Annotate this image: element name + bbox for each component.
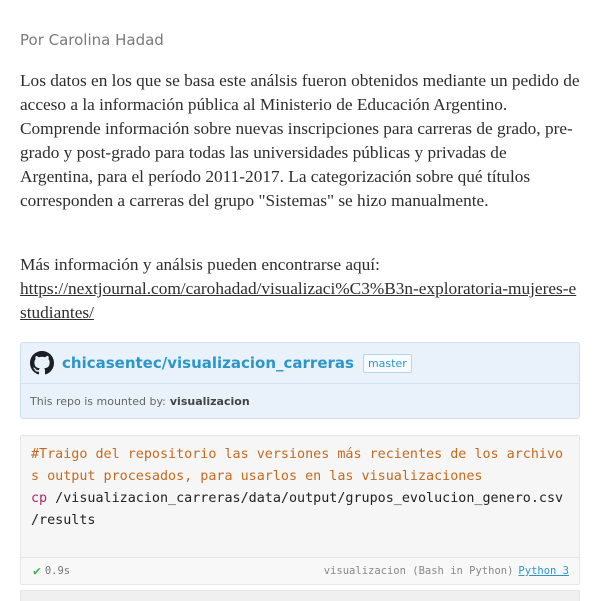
more-info-link[interactable]: https://nextjournal.com/carohadad/visualizaci%C3%B3n-exploratoria-mujeres-estudiantes/ bbox=[20, 279, 577, 322]
language-link[interactable]: Python 3 bbox=[518, 565, 569, 577]
branch-badge[interactable]: master bbox=[363, 354, 412, 373]
github-icon bbox=[30, 351, 54, 375]
author-byline: Por Carolina Hadad bbox=[20, 31, 164, 49]
code-command: cp bbox=[31, 491, 48, 506]
run-time: 0.9s bbox=[44, 565, 71, 577]
environment-label[interactable]: visualizacion (Bash in Python) bbox=[323, 565, 514, 577]
code-args: /visualizacion_carreras/data/output/grupos_evolucion_genero.csv /results bbox=[31, 491, 572, 528]
repo-header bbox=[21, 343, 579, 384]
more-info-paragraph bbox=[20, 253, 580, 325]
code-editor[interactable] bbox=[21, 436, 579, 532]
more-info-text: Más información y análsis pueden encontrarse aquí: bbox=[20, 255, 380, 274]
repo-card bbox=[20, 342, 580, 419]
intro-paragraph: Los datos en los que se basa este análsis fueron obtenidos mediante un pedido de acceso a la información pública al Ministerio de Educación Argentino. Comprende información sobre nuevas inscripciones para carreras de grado, pre-grado y post-grado para todas las universidades públicas y privadas de Argentina, para el período 2011-2017. La categorización sobre qué títulos corresponden a carreras del grupo "Sistemas" se hizo manualmente. bbox=[20, 71, 580, 210]
code-cell[interactable] bbox=[20, 435, 580, 585]
next-cell[interactable] bbox=[20, 590, 580, 601]
check-icon: ✔ bbox=[33, 563, 41, 579]
mounted-by-value: visualizacion bbox=[169, 394, 250, 408]
repo-mount-info bbox=[21, 384, 579, 418]
code-comment: #Traigo del repositorio las versiones más recientes de los archivos output procesados, para usarlos en las visualizaciones bbox=[31, 447, 564, 484]
cell-footer bbox=[21, 557, 579, 584]
mounted-label: This repo is mounted by: bbox=[30, 394, 166, 408]
repo-name-link[interactable]: chicasentec/visualizacion_carreras bbox=[62, 354, 354, 372]
